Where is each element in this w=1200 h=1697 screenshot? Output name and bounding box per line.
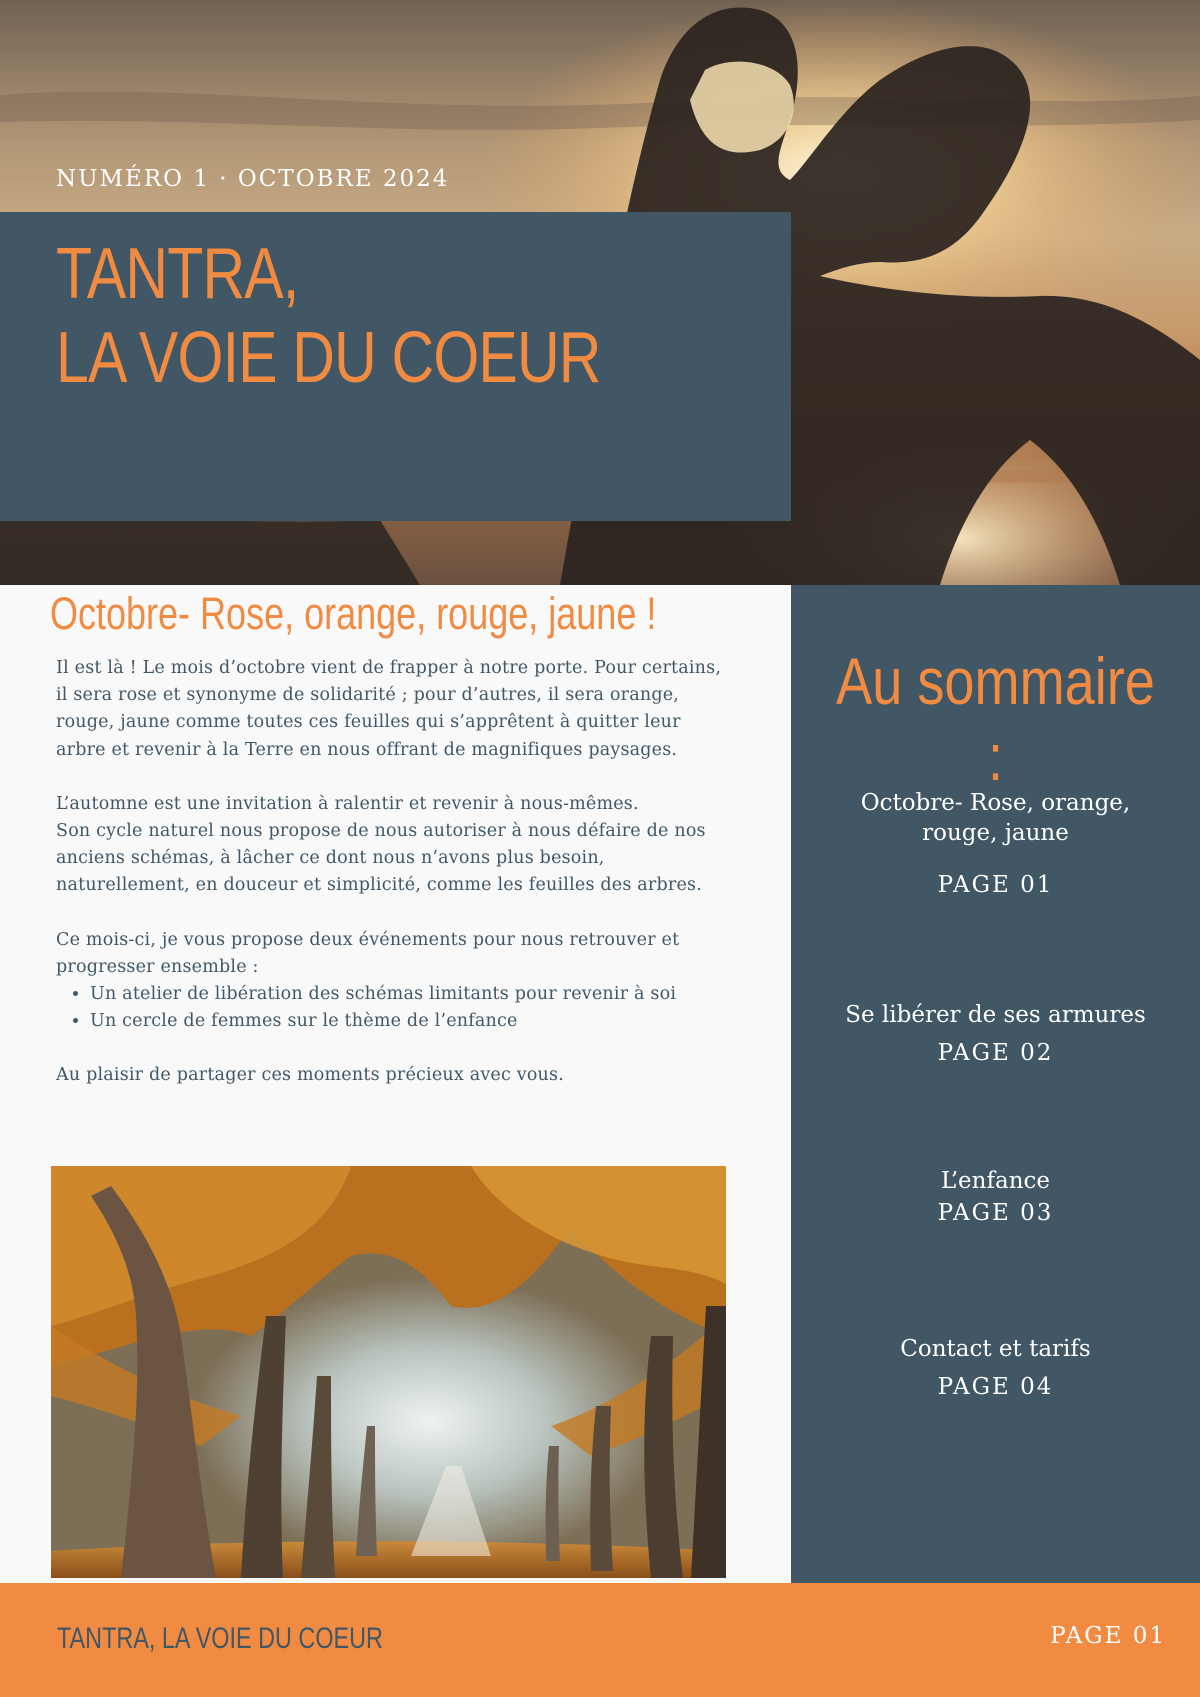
title-line-1: TANTRA, xyxy=(56,234,299,314)
title-box xyxy=(0,212,791,521)
table-of-contents xyxy=(791,585,1200,1583)
toc-item-title: Octobre- Rose, orange, rouge, jaune xyxy=(860,790,1131,846)
toc-item[interactable] xyxy=(791,1166,1200,1226)
autumn-forest-photo xyxy=(51,1166,726,1578)
event-item: • Un cercle de femmes sur le thème de l’enfance xyxy=(90,1008,726,1035)
toc-item-page: PAGE 02 xyxy=(937,1040,1054,1066)
toc-item-page: PAGE 01 xyxy=(937,872,1054,898)
article-paragraph-2-line-2: Son cycle naturel nous propose de nous autoriser à nous défaire de nos anciens schémas, à lâcher ce dont nous n’avons plus besoin, naturellement, en douceur et simplicité, comme les feuilles des arbres. xyxy=(56,821,706,896)
article-closing: Au plaisir de partager ces moments précieux avec vous. xyxy=(56,1065,564,1086)
toc-item-title: L’enfance xyxy=(940,1168,1051,1194)
toc-item-page: PAGE 04 xyxy=(937,1374,1054,1400)
toc-item[interactable] xyxy=(791,1000,1200,1066)
footer-page-number: PAGE 01 xyxy=(1050,1623,1166,1649)
toc-item[interactable] xyxy=(791,788,1200,898)
article-heading: Octobre- Rose, orange, rouge, jaune ! xyxy=(50,588,657,639)
event-item: • Un atelier de libération des schémas limitants pour revenir à soi xyxy=(90,981,726,1008)
toc-item[interactable] xyxy=(791,1334,1200,1400)
toc-heading xyxy=(791,643,1200,795)
newsletter-title xyxy=(56,232,601,400)
issue-label: NUMÉRO 1 · OCTOBRE 2024 xyxy=(56,166,450,192)
article-body xyxy=(56,655,726,1117)
title-line-2: LA VOIE DU COEUR xyxy=(56,318,601,398)
toc-item-title: Contact et tarifs xyxy=(900,1336,1091,1362)
article-paragraph-3: Ce mois-ci, je vous propose deux événements pour nous retrouver et progresser ensemble : xyxy=(56,929,680,977)
footer-title: TANTRA, LA VOIE DU COEUR xyxy=(57,1622,383,1655)
article-paragraph-1: Il est là ! Le mois d’octobre vient de frapper à notre porte. Pour certains, il sera rose et synonyme de solidarité ; pour d’autres, il sera orange, rouge, jaune comme toutes ces feuilles qui s’apprêtent à quitter leur arbre et revenir à la Terre en nous offrant de magnifiques paysages. xyxy=(56,658,722,760)
hero-banner xyxy=(0,0,1200,585)
toc-heading-text: Au sommaire : xyxy=(836,644,1155,794)
toc-item-page: PAGE 03 xyxy=(937,1200,1054,1226)
events-list xyxy=(56,981,726,1035)
article-paragraph-2-line-1: L’automne est une invitation à ralentir et revenir à nous-mêmes. xyxy=(56,793,639,814)
toc-item-title: Se libérer de ses armures xyxy=(845,1002,1146,1028)
footer-bar xyxy=(0,1583,1200,1697)
